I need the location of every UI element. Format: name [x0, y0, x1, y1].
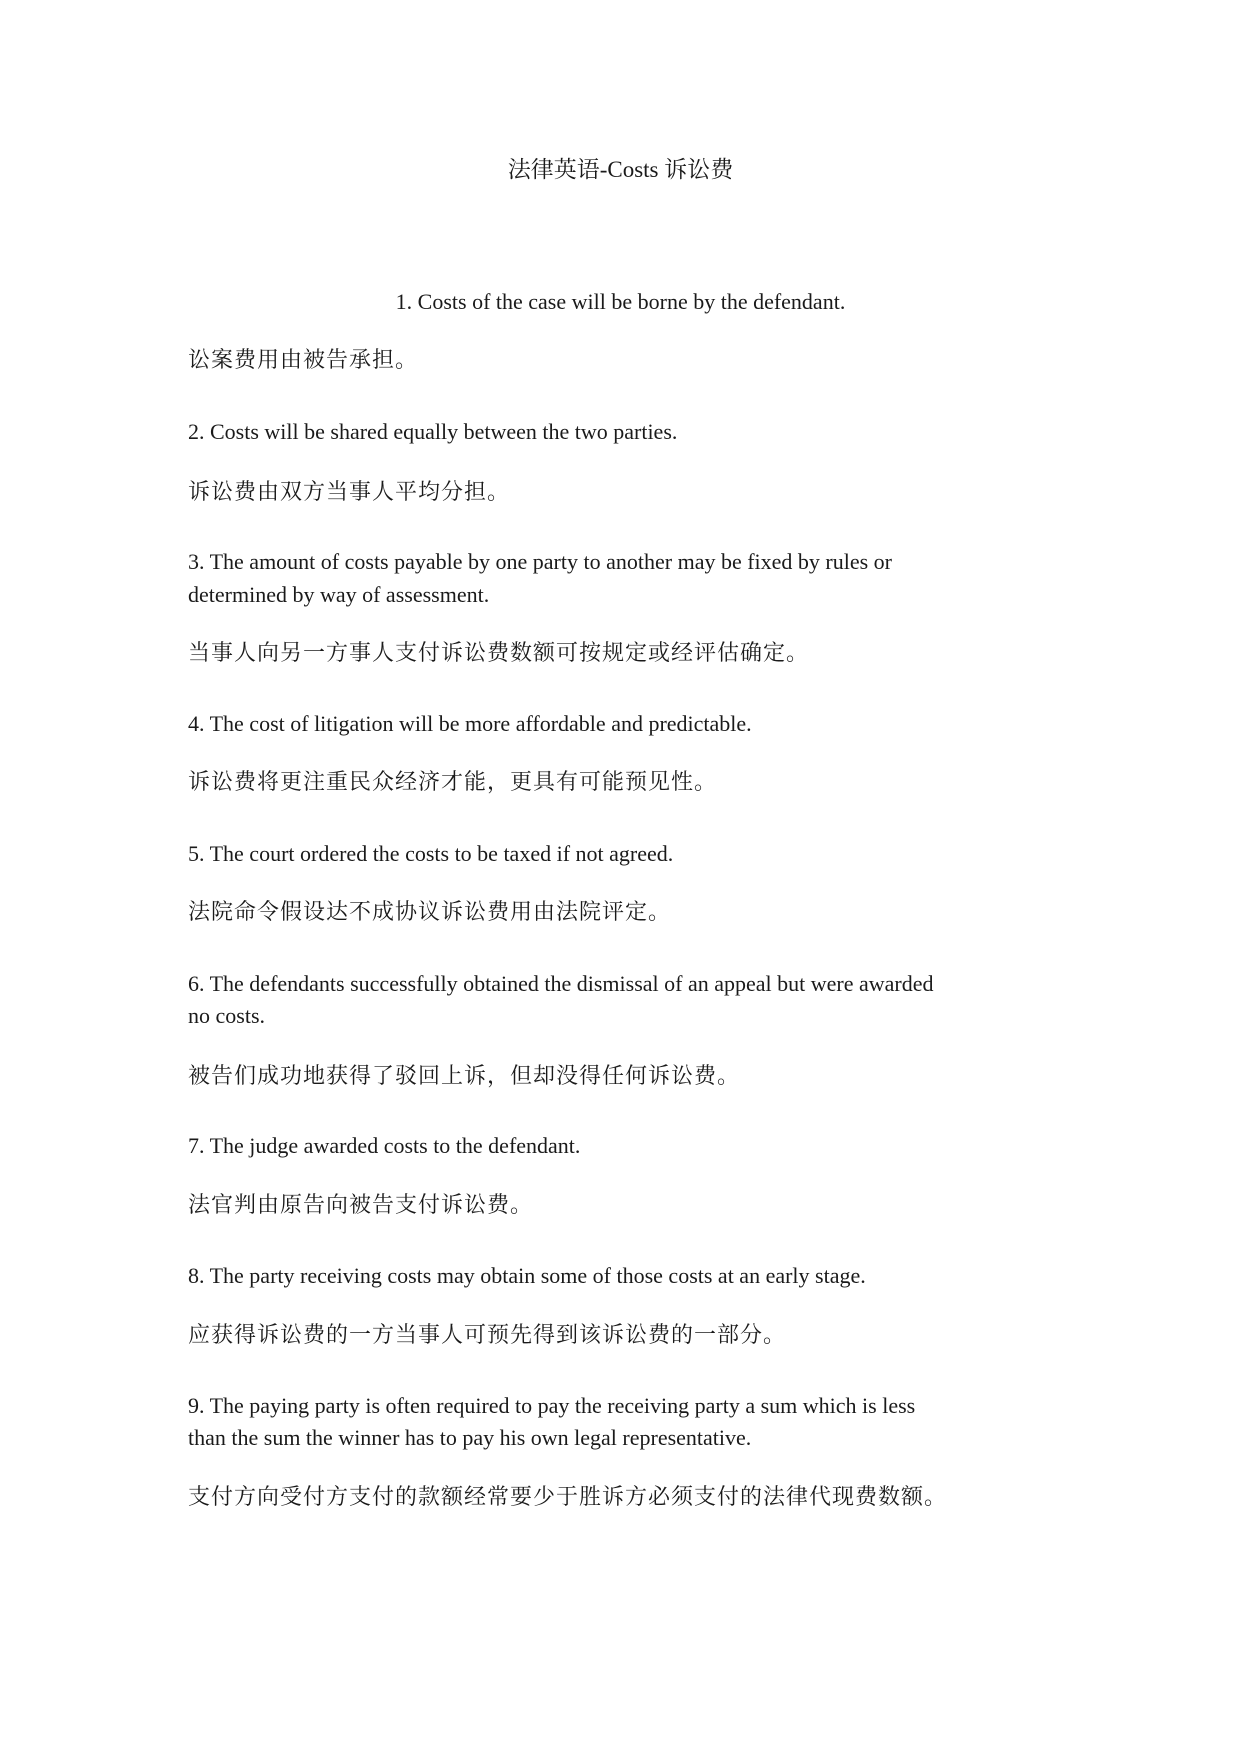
item-9-chinese: 支付方向受付方支付的款额经常要少于胜诉方必须支付的法律代现费数额。: [188, 1484, 948, 1509]
item-4-chinese: 诉讼费将更注重民众经济才能，更具有可能预见性。: [188, 769, 718, 794]
item-1-chinese: 讼案费用由被告承担。: [188, 347, 419, 372]
item-7-english: 7. The judge awarded costs to the defendant.: [188, 1133, 581, 1158]
item-6-english-line-2: no costs.: [188, 1003, 265, 1028]
item-3-english-line-1: 3. The amount of costs payable by one party to another may be fixed by rules or: [188, 549, 893, 574]
item-2-english: 2. Costs will be shared equally between the two parties.: [188, 419, 678, 444]
item-3-chinese: 当事人向另一方事人支付诉讼费数额可按规定或经评估确定。: [188, 640, 810, 665]
item-4-english: 4. The cost of litigation will be more affordable and predictable.: [188, 711, 752, 736]
document-title: 法律英语-Costs 诉讼费: [507, 157, 734, 182]
item-8-english: 8. The party receiving costs may obtain some of those costs at an early stage.: [188, 1263, 866, 1288]
item-9-english-line-2: than the sum the winner has to pay his own legal representative.: [188, 1425, 752, 1450]
item-6-english-line-1: 6. The defendants successfully obtained the dismissal of an appeal but were awarded: [188, 971, 934, 996]
item-5-english: 5. The court ordered the costs to be taxed if not agreed.: [188, 841, 674, 866]
item-1-english: 1. Costs of the case will be borne by the defendant.: [395, 289, 846, 314]
item-6-chinese: 被告们成功地获得了驳回上诉，但却没得任何诉讼费。: [188, 1063, 741, 1088]
item-7-chinese: 法官判由原告向被告支付诉讼费。: [188, 1192, 534, 1217]
item-3-english-line-2: determined by way of assessment.: [188, 582, 490, 607]
item-8-chinese: 应获得诉讼费的一方当事人可预先得到该诉讼费的一部分。: [188, 1322, 787, 1347]
item-9-english-line-1: 9. The paying party is often required to pay the receiving party a sum which is less: [188, 1393, 916, 1418]
item-5-chinese: 法院命令假设达不成协议诉讼费用由法院评定。: [188, 899, 672, 924]
item-2-chinese: 诉讼费由双方当事人平均分担。: [188, 479, 511, 504]
